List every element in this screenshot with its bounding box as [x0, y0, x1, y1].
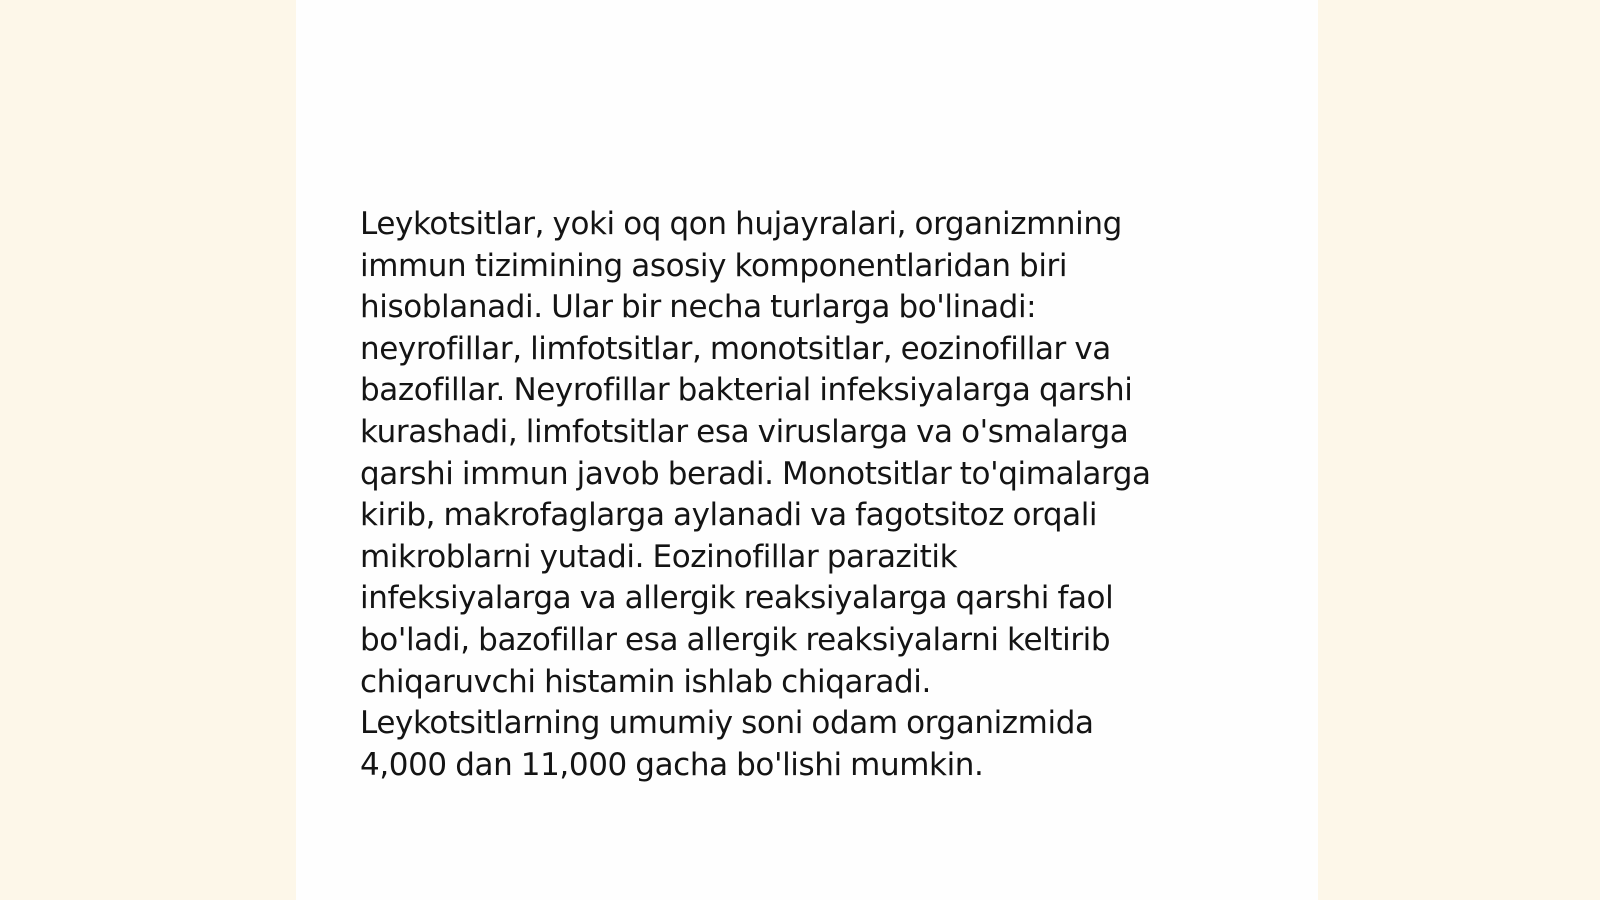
paragraph-line: kirib, makrofaglarga aylanadi va fagotsitoz orqali [360, 497, 1098, 534]
paragraph-line: qarshi immun javob beradi. Monotsitlar to'qimalarga [360, 455, 1151, 492]
paragraph-line: kurashadi, limfotsitlar esa viruslarga va o'smalarga [360, 413, 1129, 450]
paragraph-line: 4,000 dan 11,000 gacha bo'lishi mumkin. [360, 746, 984, 783]
paragraph-line: mikroblarni yutadi. Eozinofillar parazitik [360, 538, 958, 575]
paragraph-line: immun tizimining asosiy komponentlaridan biri [360, 247, 1068, 284]
paragraph-line: hisoblanadi. Ular bir necha turlarga bo'linadi: [360, 289, 1037, 326]
paragraph-line: bazofillar. Neyrofillar bakterial infeksiyalarga qarshi [360, 372, 1133, 409]
body-paragraph [360, 204, 1240, 786]
paragraph-line: infeksiyalarga va allergik reaksiyalarga qarshi faol [360, 580, 1114, 617]
paragraph-line: Leykotsitlar, yoki oq qon hujayralari, organizmning [360, 206, 1122, 242]
paragraph-line: bo'ladi, bazofillar esa allergik reaksiyalarni keltirib [360, 621, 1111, 658]
paragraph-line: Leykotsitlarning umumiy soni odam organizmida [360, 705, 1094, 742]
paragraph-line: chiqaruvchi histamin ishlab chiqaradi. [360, 663, 931, 700]
document-page [296, 0, 1318, 900]
paragraph-line: neyrofillar, limfotsitlar, monotsitlar, eozinofillar va [360, 330, 1111, 367]
